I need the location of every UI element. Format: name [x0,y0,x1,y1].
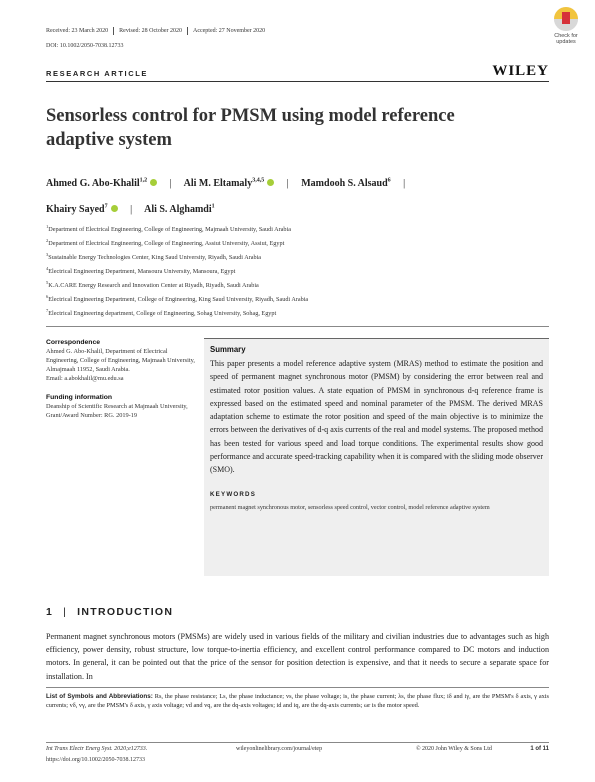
correspondence-email[interactable]: Email: a.abokhalil@mu.edu.sa [46,375,124,382]
crossmark-label: Check for updates [554,33,578,45]
footer-divider [46,742,549,743]
affiliation-item: $^4$Electrical Engineering Department, Mansoura University, Mansoura, Egypt [46,266,236,276]
received-date: Received: 23 March 2020 [46,27,114,35]
author-3[interactable]: Mamdooh S. Alsaud$^6$ [301,178,391,190]
section-heading-introduction: 1 | INTRODUCTION [46,606,174,618]
orcid-icon[interactable] [267,179,274,186]
footnote-divider [46,687,549,688]
affiliation-item: $^3$Sustainable Energy Technologies Center, King Saud University, Riyadh, Saudi Arabia [46,252,262,262]
affiliations [46,220,546,318]
summary-heading: Summary [210,345,246,354]
doi-link[interactable]: https://doi.org/10.1002/2050-7038.12733 [46,757,146,763]
affiliation-divider [46,326,549,327]
page-footer [46,746,549,768]
affiliation-item: $^6$Electrical Engineering Department, College of Engineering, King Saud University, Riyadh, Saudi Arabia [46,294,309,304]
header-divider [46,81,549,82]
journal-citation: Int Trans Electr Energ Syst. 2020;e12733. [46,746,148,752]
keywords-heading: KEYWORDS [210,490,257,498]
author-5[interactable]: Ali S. Alghamdi$^1$ [144,203,215,215]
publisher-logo: WILEY [492,63,549,79]
orcid-icon[interactable] [111,205,118,212]
article-dates [46,27,275,35]
crossmark-badge[interactable] [546,7,586,51]
summary-text: This paper presents a model reference adaptive system (MRAS) method to estimate the position and speed of permanent magnet synchronous motor (PMSM) by considering the error between real and estimated rotor position values. A state equation of PMSM in synchronous d-q reference frame is expressed based on the estimated speed and nominal parameter of the PMSM. The derived MRAS adaptation scheme to estimate the rotor position and speed of the main objective is to minimize the errors between the derivatives of d-q axis currents of the real and model systems. The proposed method has been tested for various speed and load torque conditions. The experimental results show good performance and accurate speed-tracking capability when it is compared with the sliding mode observer (SMO). [210,359,543,475]
funding-heading: Funding information [46,394,113,401]
affiliation-item: $^5$K.A.CARE Energy Research and Innovation Center at Riyadh, Riyadh, Saudi Arabia [46,280,259,290]
summary-box [204,338,549,576]
introduction-text: Permanent magnet synchronous motors (PMSMs) are widely used in various fields of the military and civilian industries due to advantages such as high efficiency, power density, robust structure, low torque-to-inertia efficiency, and excellent control performance compared to DC motors and induction motors. In general, it can be pointed out that the price of the sensor for position detection is expensive, and that it needs to secure a separate space for installation. In [46,632,549,681]
sidebar [46,338,196,430]
author-2[interactable]: Ali M. Eltamaly$^{3,4,5}$ [184,178,275,189]
correspondence [46,338,196,383]
accepted-date: Accepted: 27 November 2020 [192,28,266,34]
journal-site-link[interactable]: wileyonlinelibrary.com/journal/etep [236,746,323,752]
correspondence-body: Ahmed G. Abo-Khalil, Department of Electrical Engineering, College of Engineering, Majmaah University, Almajmaah 11952, Saudi Arabia. [46,348,195,373]
author-list: Ahmed G. Abo-Khalil$^{1,2}$ | Ali M. Eltamaly$^{3,4,5}$ | Mamdooh S. Alsaud$^6$ | Khairy Sayed$^7$ | Ali S. Alghamdi$^1$ [46,178,406,215]
revised-date: Revised: 28 October 2020 [119,27,188,35]
paper-title: Sensorless control for PMSM using model reference adaptive system [46,106,455,150]
funding-body: Deanship of Scientific Research at Majmaah University, Grant/Award Number: RG. 2019-19 [46,403,188,419]
orcid-icon[interactable] [150,179,157,186]
funding [46,393,196,420]
copyright: © 2020 John Wiley & Sons Ltd [416,746,492,752]
crossmark-icon [554,7,578,31]
footnote-label: List of Symbols and Abbreviations: [46,693,153,700]
affiliation-item: $^7$Electrical Engineering department, College of Engineering, Sohag University, Sohag, Egypt [46,308,277,318]
affiliation-item: $^1$Department of Electrical Engineering, College of Engineering, Majmaah University, Saudi Arabia [46,224,291,234]
page-number: 1 of 11 [530,746,549,752]
correspondence-heading: Correspondence [46,339,101,346]
author-4[interactable]: Khairy Sayed$^7$ [46,204,118,215]
author-1[interactable]: Ahmed G. Abo-Khalil$^{1,2}$ [46,178,157,189]
symbols-footnote [46,692,549,711]
keywords: permanent magnet synchronous motor, sensorless speed control, vector control, model reference adaptive system [210,503,490,511]
article-type: RESEARCH ARTICLE [46,69,148,78]
footnote-text: Rs, the phase resistance; Ls, the phase inductance; vs, the phase voltage; is, the phase current; λs, the phase flux; iδ and iγ, are the PMSM's δ axis, γ axis currents; vδ, vγ, are the PMSM's δ axis, γ axis voltage; vd and vq, are the dq-axis voltages; id and iq, are the dq-axis currents; ωr is the motor speed. [46,693,549,710]
affiliation-item: $^2$Department of Electrical Engineering, College of Engineering, Assiut University, Assiut, Egypt [46,238,285,248]
doi[interactable]: DOI: 10.1002/2050-7038.12733 [46,43,124,49]
